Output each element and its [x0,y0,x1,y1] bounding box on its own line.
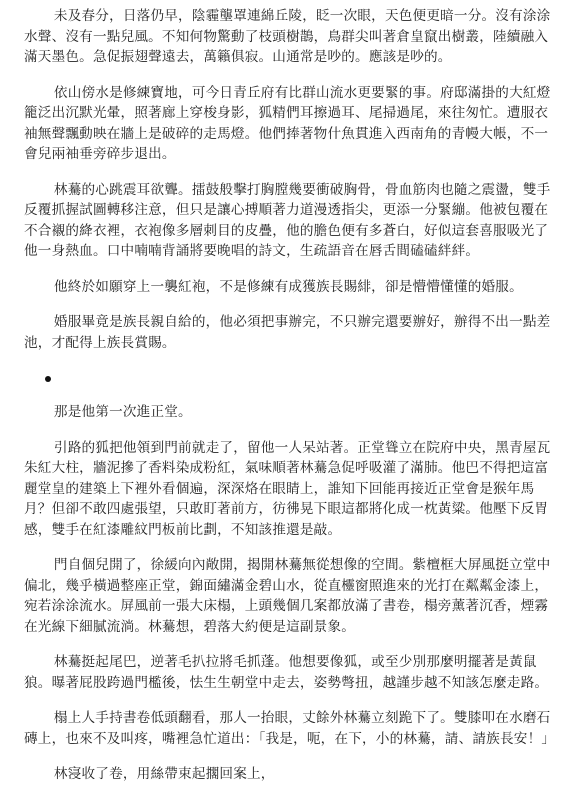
paragraph-7: 引路的狐把他領到門前就走了，留他一人呆站著。正堂聳立在院府中央，黑青屋瓦朱紅大柱，牆泥摻了香料染成粉紅，氣味順著林驀急促呼吸灌了滿肺。他巴不得把這富麗堂皇的建築上下裡外看個遍，深深烙在眼睛上，誰知下回能再接近正堂會是猴年馬月？但卻不敢四處張望，只敢盯著前方，彷彿晃下眼這都將化成一枕黃粱。他壓下反胃感，雙手在紅漆雕紋門板前比劃，不知該推還是敲。 [24,439,551,538]
paragraph-6: 那是他第一次進正堂。 [53,404,192,420]
paragraph-3: 林驀的心跳震耳欲聾。擂鼓般擊打胸膛幾要衝破胸骨，骨血筋肉也隨之震盪，雙手反覆抓握試圖轉移注意，但只是讓心搏順著力道漫透指尖，更添一分緊繃。他被包覆在不合襯的絳衣裡，衣袍像多層刺目的皮疊，他的膽色便有多蒼白，好似這套喜服吸光了他一身熱血。口中喃喃背誦將要晚唱的詩文，生疏語音在唇舌間磕磕絆絆。 [24,181,551,259]
paragraph-11: 林寖收了卷，用絲帶束起擱回案上， [53,766,275,782]
paragraph-5: 婚服畢竟是族長親自給的，他必須把事辦完，不只辦完還要辦好，辦得不出一點差池，才配得上族長賞賜。 [24,314,551,351]
paragraph-10: 榻上人手持書卷低頭翻看，那人一抬眼，丈餘外林驀立刻跪下了。雙膝叩在水磨石磚上，也來不及叫疼，嘴裡急忙道出：「我是，呃，在下，小的林驀，請、請族長安！」 [24,710,556,747]
section-divider [24,368,559,388]
paragraph-2: 依山傍水是修練寶地，可今日青丘府有比群山流水更要緊的事。府邸滿掛的大紅燈籠泛出沉默光暈，照著廊上穿梭身影，狐精們耳擦過耳、尾掃過尾，來往匆忙。遭服衣袖無聲飄動映在牆上是破碎的走馬燈。他們捧著物什魚貫進入西南角的青幔大帳，不一會兒兩袖垂旁碎步退出。 [24,84,551,162]
bullet-icon [45,376,51,382]
paragraph-8: 門自個兒開了，徐緩向內敞開，揭開林驀無從想像的空間。紫檀框大屏風挺立堂中偏北，幾乎橫過整座正堂，錦面繡滿金碧山水，從直欞窗照進來的光打在粼粼金漆上，宛若涂涂流水。屏風前一張大床榻，上頭幾個几案都放滿了書卷，榻旁薰著沉香，煙霧在光線下細膩流淌。林驀想，碧落大約便是這副景象。 [24,557,551,635]
paragraph-1: 未及春分，日落仍早，陰霾壟罩連綿丘陵，眨一次眼，天色便更暗一分。沒有涂涂水聲、沒有一點兒風。不知何物驚動了枝頭樹鵲，鳥群尖叫著倉皇竄出樹叢，陸續融入滿天墨色。急促振翅聲遠去，萬籟俱寂。山通常是吵的。應該是吵的。 [24,8,551,65]
paragraph-9: 林驀挺起尾巴，逆著毛扒拉將毛抓蓬。他想要像狐，或至少別那麼明擺著是黃鼠狼。曝著屁股跨過門檻後，怯生生朝堂中走去，姿勢彆扭，越謹步越不知該怎麼走路。 [24,654,549,691]
document-body [24,6,559,800]
paragraph-4: 他終於如願穿上一襲紅袍，不是修練有成獲族長賜緋，卻是懵懵懂懂的婚服。 [53,278,523,295]
